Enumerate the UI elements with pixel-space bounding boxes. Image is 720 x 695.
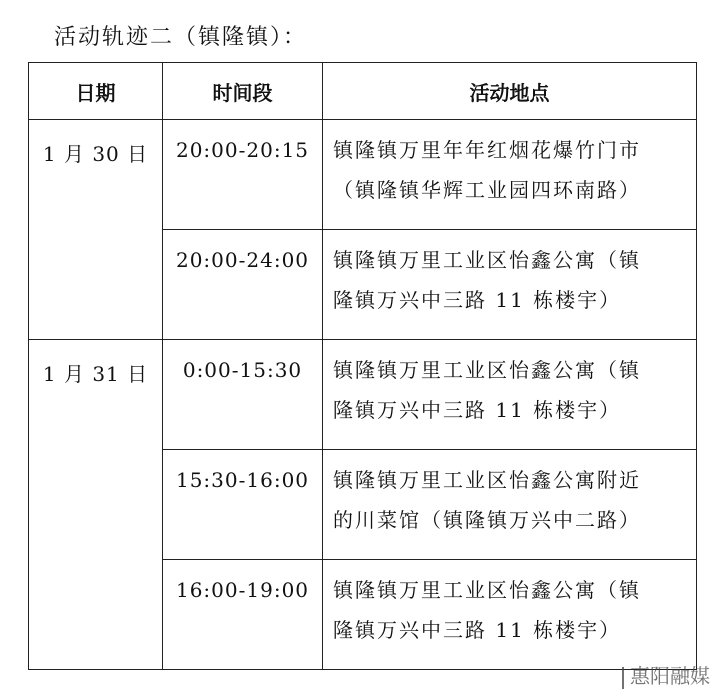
place-line: （镇隆镇华辉工业园四环南路） xyxy=(333,178,641,202)
watermark-bar xyxy=(622,667,624,689)
table-row xyxy=(29,340,697,450)
watermark-text: 惠阳融媒 xyxy=(630,664,710,688)
place-cell xyxy=(323,230,697,340)
activity-track-table xyxy=(28,62,697,670)
place-line: 隆镇万兴中三路 11 栋楼宇） xyxy=(333,618,622,642)
place-cell xyxy=(323,120,697,230)
time-cell: 16:00-19:00 xyxy=(163,560,323,670)
date-cell: 1 月 31 日 xyxy=(29,340,163,670)
place-line: 隆镇万兴中三路 11 栋楼宇） xyxy=(333,288,622,312)
place-line: 隆镇万兴中三路 11 栋楼宇） xyxy=(333,398,622,422)
place-line: 镇隆镇万里工业区怡鑫公寓（镇 xyxy=(333,248,641,272)
place-line: 的川菜馆（镇隆镇万兴中二路） xyxy=(333,508,641,532)
header-place: 活动地点 xyxy=(323,63,697,120)
time-cell: 15:30-16:00 xyxy=(163,450,323,560)
table-header-row xyxy=(29,63,697,120)
place-line: 镇隆镇万里工业区怡鑫公寓（镇 xyxy=(333,358,641,382)
header-date: 日期 xyxy=(29,63,163,120)
watermark-logo xyxy=(622,660,710,689)
time-cell: 0:00-15:30 xyxy=(163,340,323,450)
date-cell: 1 月 30 日 xyxy=(29,120,163,340)
place-line: 镇隆镇万里年年红烟花爆竹门市 xyxy=(333,138,641,162)
place-cell xyxy=(323,560,697,670)
page-heading: 活动轨迹二（镇隆镇）： xyxy=(54,25,308,50)
place-line: 镇隆镇万里工业区怡鑫公寓附近 xyxy=(333,468,641,492)
table-row xyxy=(29,120,697,230)
place-line: 镇隆镇万里工业区怡鑫公寓（镇 xyxy=(333,578,641,602)
time-cell: 20:00-24:00 xyxy=(163,230,323,340)
time-cell: 20:00-20:15 xyxy=(163,120,323,230)
place-cell xyxy=(323,340,697,450)
header-time: 时间段 xyxy=(163,63,323,120)
place-cell xyxy=(323,450,697,560)
